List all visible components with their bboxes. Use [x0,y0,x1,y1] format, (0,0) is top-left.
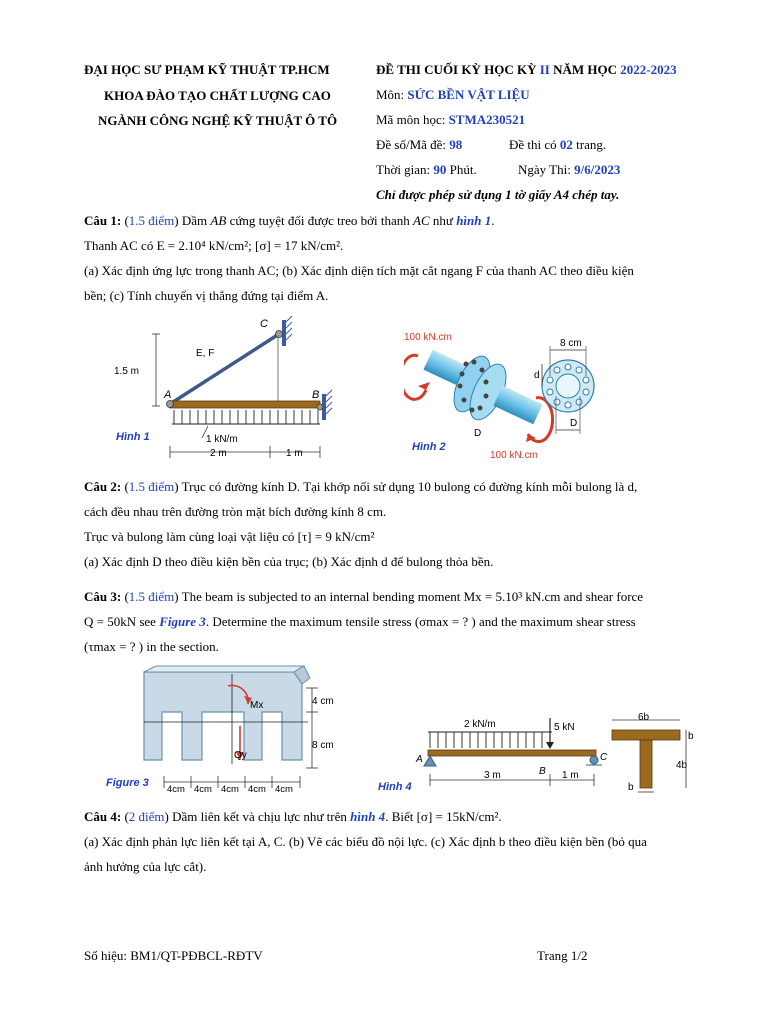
form-code: Số hiệu: BM1/QT-PĐBCL-RĐTV [84,948,263,963]
university-name: ĐẠI HỌC SƯ PHẠM KỸ THUẬT TP.HCM [84,62,330,77]
label-len-2m: 2 m [210,448,227,459]
label-width-1: 4cm [167,784,185,795]
torque-label-2: 100 kN.cm [490,450,538,461]
page-number: Trang 1/2 [537,948,588,963]
q2-line1: Câu 2: (1.5 điểm) Trục có đường kính D. Tại khớp nối sử dụng 10 bulong có đường kính mỗi bulong là d, [84,479,638,494]
faculty-name: KHOA ĐÀO TẠO CHẤT LƯỢNG CAO [104,88,331,103]
label-b-web: b [628,782,634,793]
figure-2-diagram [404,326,614,466]
hinge-b [317,404,323,410]
date-line: Ngày Thi: 9/6/2023 [518,162,621,177]
label-load-2: 2 kN/m [464,719,496,730]
major-name: NGÀNH CÔNG NGHỆ KỸ THUẬT Ô TÔ [98,113,338,128]
question-1 [84,208,704,308]
label-ef: E, F [196,348,215,359]
q3-line3: (τmax = ? ) in the section. [84,639,219,654]
bolt-circle-label: 8 cm [560,338,582,349]
t-section-flange [612,730,680,740]
hinge-a [167,401,174,408]
torque-arrow-left [404,355,426,399]
figure-3-caption: Figure 3 [106,777,149,789]
distributed-load-fig1 [172,410,320,424]
q4-line3: ảnh hưởng của lực cắt). [84,859,207,874]
label-c-fig4: C [600,752,608,763]
exam-note: Chỉ được phép sử dụng 1 tờ giấy A4 chép tay. [376,187,620,202]
exam-title: ĐỀ THI CUỐI KỲ HỌC KỲ II NĂM HỌC 2022-2023 [376,62,677,77]
q2-line2: cách đều nhau trên đường tròn mặt bích đường kính 8 cm. [84,504,387,519]
label-len-1m: 1 m [286,448,303,459]
label-width-3: 4cm [221,784,239,795]
question-2 [84,474,704,574]
q1-line1: Câu 1: (1.5 điểm) Dầm AB cứng tuyệt đối được treo bởi thanh AC như hình 1. [84,213,495,228]
question-3 [84,584,704,659]
label-1m-fig4: 1 m [562,770,579,781]
exam-number-line: Đề số/Mã đề: 98 [376,137,463,152]
label-8cm: 8 cm [312,740,334,751]
q1-line2: Thanh AC có E = 2.10⁴ kN/cm²; [σ] = 17 kN/cm². [84,238,344,253]
label-a: A [164,389,172,401]
q3-line1: Câu 3: (1.5 điểm) The beam is subjected to an internal bending moment Mx = 5.10³ kN.cm and shear force [84,589,644,604]
label-load-1: 1 kN/m [206,434,238,445]
shaft-d-label-1: D [570,418,578,429]
figure-1-diagram [112,312,348,468]
label-mx: Mx [250,700,264,711]
label-width-4: 4cm [248,784,266,795]
cross-section [144,672,302,760]
question-4 [84,804,704,879]
q4-line1: Câu 4: (2 điểm) Dầm liên kết và chịu lực như trên hình 4. Biết [σ] = 15kN/cm². [84,809,502,824]
q4-line2: (a) Xác định phản lực liên kết tại A, C. (b) Vẽ các biểu đồ nội lực. (c) Xác định b theo điều kiện bền (bỏ qua [84,834,647,849]
subject-line: Môn: SỨC BỀN VẬT LIỆU [376,87,530,102]
label-b-fig4: B [539,766,546,777]
label-width-5: 4cm [275,784,293,795]
label-c: C [260,318,268,330]
q2-line3: Trục và bulong làm cùng loại vật liệu có [τ] = 9 kN/cm² [84,529,375,544]
q1-line4: bền; (c) Tính chuyển vị thẳng đứng tại điểm A. [84,288,329,303]
label-b-flange: b [688,731,694,742]
rod-ac [170,334,279,404]
hinge-c [276,331,283,338]
figure-2-caption: Hình 2 [412,441,446,453]
shaft-right [493,386,542,425]
support-c [590,756,598,764]
q2-line4: (a) Xác định D theo điều kiện bền của trục; (b) Xác định d để bulong thỏa bền. [84,554,494,569]
shaft-section [556,374,580,398]
torque-label-1: 100 kN.cm [404,332,452,343]
figure-4-caption: Hình 4 [378,781,412,793]
label-force: 5 kN [554,722,575,733]
label-qy: Qy [234,750,247,761]
time-line: Thời gian: 90 Phút. [376,162,477,177]
label-6b: 6b [638,712,650,723]
support-a [424,756,436,766]
label-3m: 3 m [484,770,501,781]
figure-4-diagram [376,712,702,798]
bolt-d-label: d [534,370,540,381]
label-a-fig4: A [416,754,423,765]
beam-ab [170,401,320,408]
shaft-d-label-2: D [474,428,482,439]
label-width-2: 4cm [194,784,212,795]
figure-1-caption: Hình 1 [116,431,150,443]
q1-line3: (a) Xác định ứng lực trong thanh AC; (b) Xác định diện tích mặt cắt ngang F của thanh AC theo điều kiện [84,263,634,278]
t-section-web [640,740,652,788]
label-height: 1.5 m [114,366,140,377]
label-b: B [312,389,320,401]
q3-line2: Q = 50kN see Figure 3. Determine the maximum tensile stress (σmax = ? ) and the maximum shear stress [84,614,636,629]
figure-3-diagram [104,664,344,796]
label-4b: 4b [676,760,688,771]
course-code-line: Mã môn học: STMA230521 [376,112,526,127]
distributed-load-fig4 [428,732,552,748]
label-4cm-top: 4 cm [312,696,334,707]
beam-fig4 [428,750,596,756]
page-count-line: Đề thi có 02 trang. [509,137,607,152]
